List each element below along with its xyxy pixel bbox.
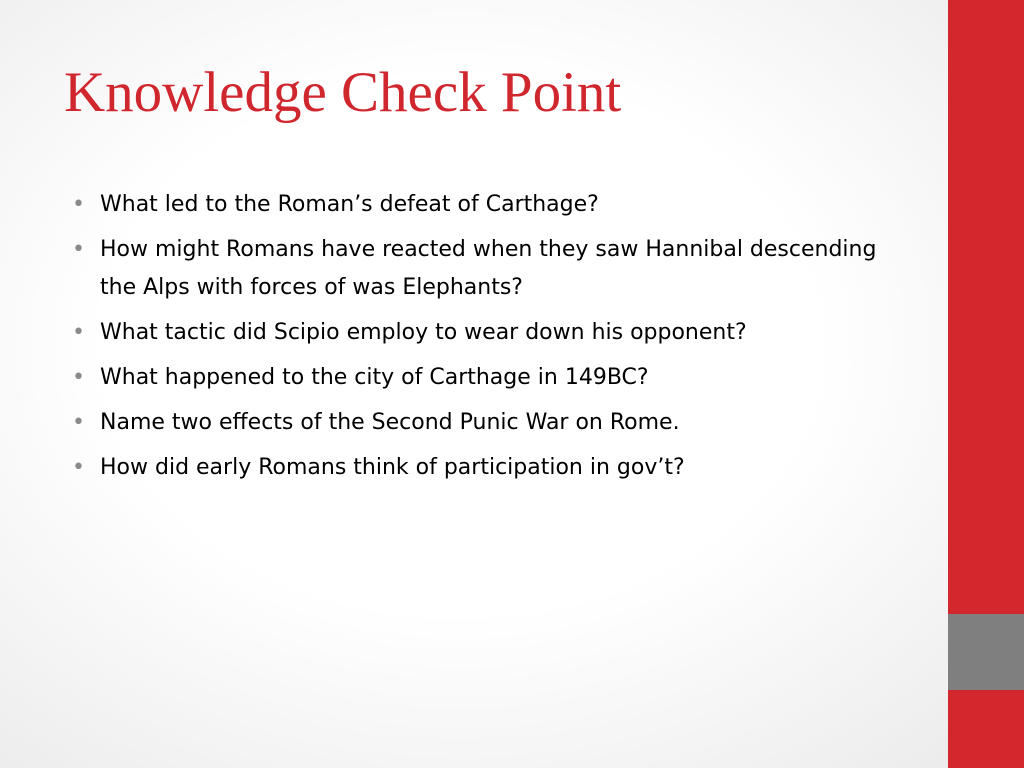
- bullet-text: What happened to the city of Carthage in 149BC?: [100, 365, 649, 390]
- bullet-item: [72, 231, 892, 307]
- bullet-item: [72, 449, 892, 487]
- bullet-item: [72, 186, 892, 224]
- bullet-item: [72, 314, 892, 352]
- bullet-item: [72, 359, 892, 397]
- bullet-dot-icon: •: [72, 192, 85, 217]
- bullet-text: What led to the Roman’s defeat of Carthage?: [100, 192, 599, 217]
- accent-bar-gray: [948, 614, 1024, 690]
- bullet-dot-icon: •: [72, 365, 85, 390]
- bullet-dot-icon: •: [72, 455, 85, 480]
- slide-title: Knowledge Check Point: [64, 61, 622, 124]
- bullet-text: How did early Romans think of participation in gov’t?: [100, 455, 685, 480]
- accent-sidebar: [948, 0, 1024, 768]
- accent-bar-red-bottom: [948, 690, 1024, 768]
- bullet-text: How might Romans have reacted when they saw Hannibal descending the Alps with forces of was Elephants?: [100, 237, 877, 300]
- bullet-item: [72, 404, 892, 442]
- bullet-dot-icon: •: [72, 410, 85, 435]
- bullet-dot-icon: •: [72, 320, 85, 345]
- accent-bar-red-top: [948, 0, 1024, 614]
- bullet-list: [72, 186, 892, 494]
- bullet-dot-icon: •: [72, 237, 85, 262]
- bullet-text: Name two effects of the Second Punic War on Rome.: [100, 410, 680, 435]
- bullet-text: What tactic did Scipio employ to wear down his opponent?: [100, 320, 747, 345]
